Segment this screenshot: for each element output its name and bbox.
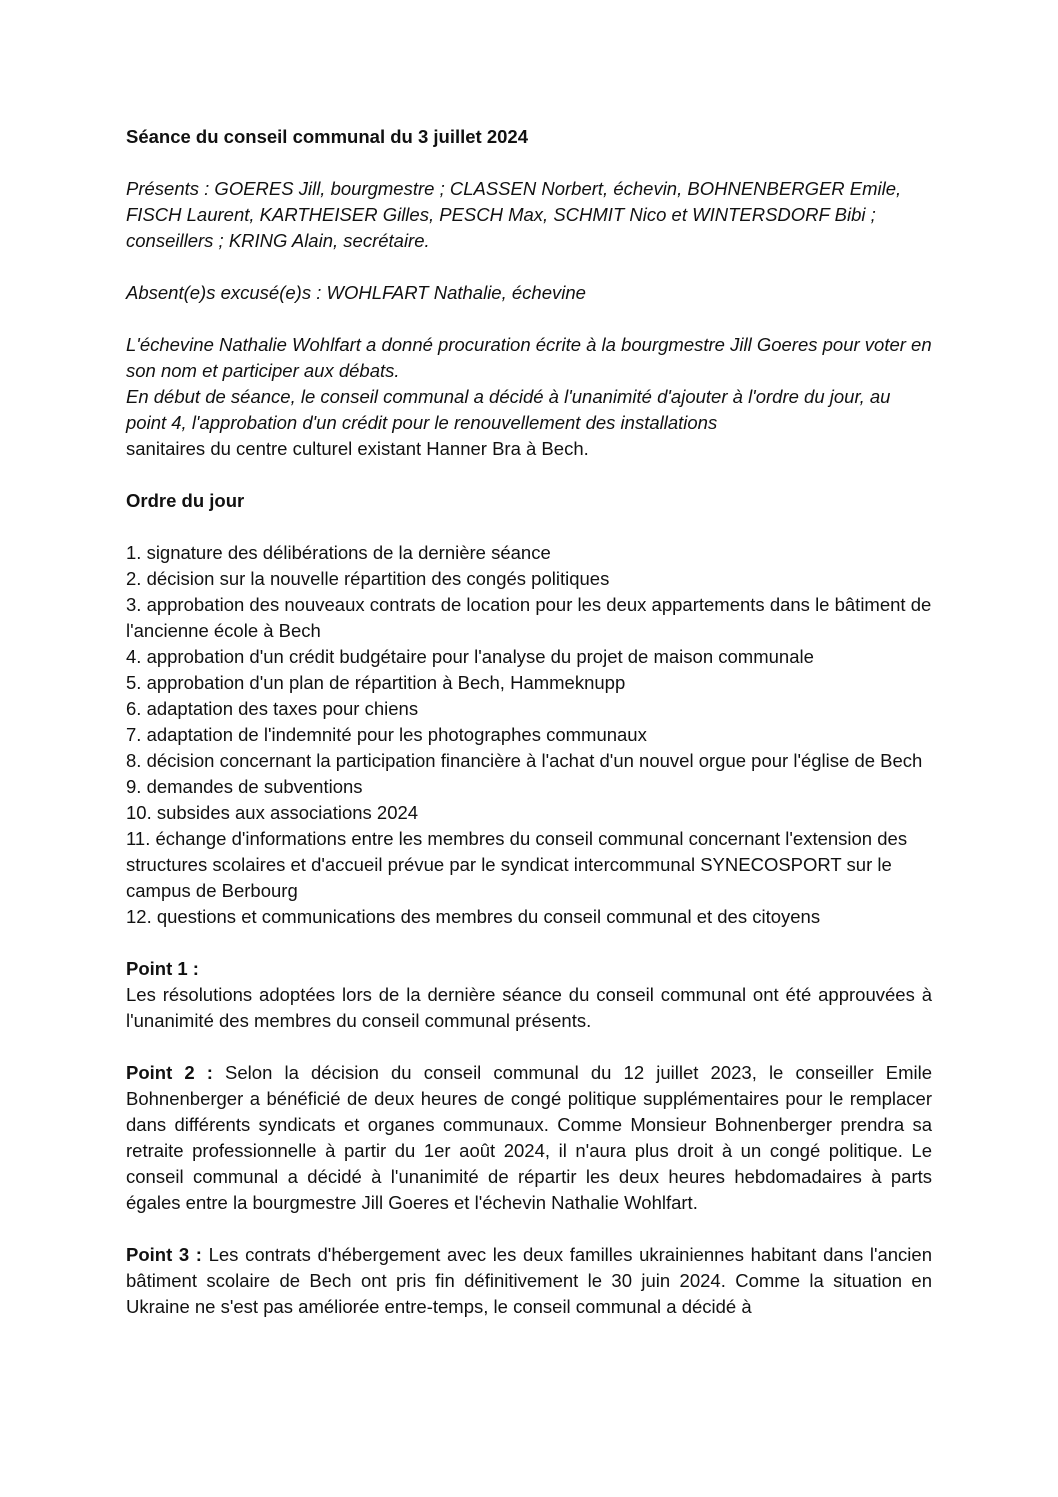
agenda-item: 5. approbation d'un plan de répartition à Bech, Hammeknupp (126, 672, 626, 693)
presents-paragraph: Présents : GOERES Jill, bourgmestre ; CLASSEN Norbert, échevin, BOHNENBERGER Emile, FISCH Laurent, KARTHEISER Gilles, PESCH Max, SCHMIT Nico et WINTERSDORF Bibi ; conseillers ; KRING Alain, secrétaire. (126, 178, 902, 251)
agenda-item: 11. échange d'informations entre les membres du conseil communal concernant l'extension des structures scolaires et d'accueil prévue par le syndicat intercommunal SYNECOSPORT sur le campus de Berbourg (126, 828, 908, 901)
agenda-item: 7. adaptation de l'indemnité pour les photographes communaux (126, 724, 647, 745)
ajout-paragraph (126, 384, 932, 462)
agenda-item: 6. adaptation des taxes pour chiens (126, 698, 419, 719)
point3-label: Point 3 : (126, 1244, 202, 1265)
point3-paragraph (126, 1242, 932, 1320)
agenda-item: 2. décision sur la nouvelle répartition des congés politiques (126, 568, 610, 589)
point2-text: Selon la décision du conseil communal du 12 juillet 2023, le conseiller Emile Bohnenberger a bénéficié de deux heures de congé politique supplémentaires pour le remplacer dans différents syndicats et organes communaux. Comme Monsieur Bohnenberger prendra sa retraite professionnelle à partir du 1er août 2024, il n'aura plus droit à un congé politique. Le conseil communal a décidé à l'unanimité de répartir les deux heures hebdomadaires à parts égales entre la bourgmestre Jill Goeres et l'échevin Nathalie Wohlfart. (126, 1062, 932, 1213)
agenda-item: 9. demandes de subventions (126, 776, 363, 797)
agenda-item: 3. approbation des nouveaux contrats de location pour les deux appartements dans le bâtiment de l'ancienne école à Bech (126, 594, 932, 641)
absents-paragraph: Absent(e)s excusé(e)s : WOHLFART Nathalie, échevine (126, 282, 586, 303)
page-title: Séance du conseil communal du 3 juillet 2024 (126, 126, 528, 147)
ordre-du-jour-heading: Ordre du jour (126, 490, 245, 511)
agenda-item: 1. signature des délibérations de la dernière séance (126, 542, 551, 563)
ajout-italic-text: En début de séance, le conseil communal a décidé à l'unanimité d'ajouter à l'ordre du jour, au point 4, l'approbation d'un crédit pour le renouvellement des installations (126, 386, 891, 433)
point1-label: Point 1 : (126, 958, 199, 979)
agenda-item: 12. questions et communications des membres du conseil communal et des citoyens (126, 906, 821, 927)
point1-text: Les résolutions adoptées lors de la dernière séance du conseil communal ont été approuvées à l'unanimité des membres du conseil communal présents. (126, 984, 932, 1031)
ajout-normal-text: sanitaires du centre culturel existant Hanner Bra à Bech. (126, 438, 589, 459)
agenda-list (126, 540, 932, 930)
point2-label: Point 2 : (126, 1062, 213, 1083)
point3-text: Les contrats d'hébergement avec les deux familles ukrainiennes habitant dans l'ancien bâtiment scolaire de Bech ont pris fin définitivement le 30 juin 2024. Comme la situation en Ukraine ne s'est pas améliorée entre-temps, le conseil communal a décidé à (126, 1244, 932, 1317)
procuration-paragraph: L'échevine Nathalie Wohlfart a donné procuration écrite à la bourgmestre Jill Goeres pour voter en son nom et participer aux débats. (126, 334, 932, 381)
document-page (126, 124, 932, 1320)
agenda-item: 8. décision concernant la participation financière à l'achat d'un nouvel orgue pour l'église de Bech (126, 750, 923, 771)
point2-paragraph (126, 1060, 932, 1216)
agenda-item: 4. approbation d'un crédit budgétaire pour l'analyse du projet de maison communale (126, 646, 814, 667)
agenda-item: 10. subsides aux associations 2024 (126, 802, 419, 823)
